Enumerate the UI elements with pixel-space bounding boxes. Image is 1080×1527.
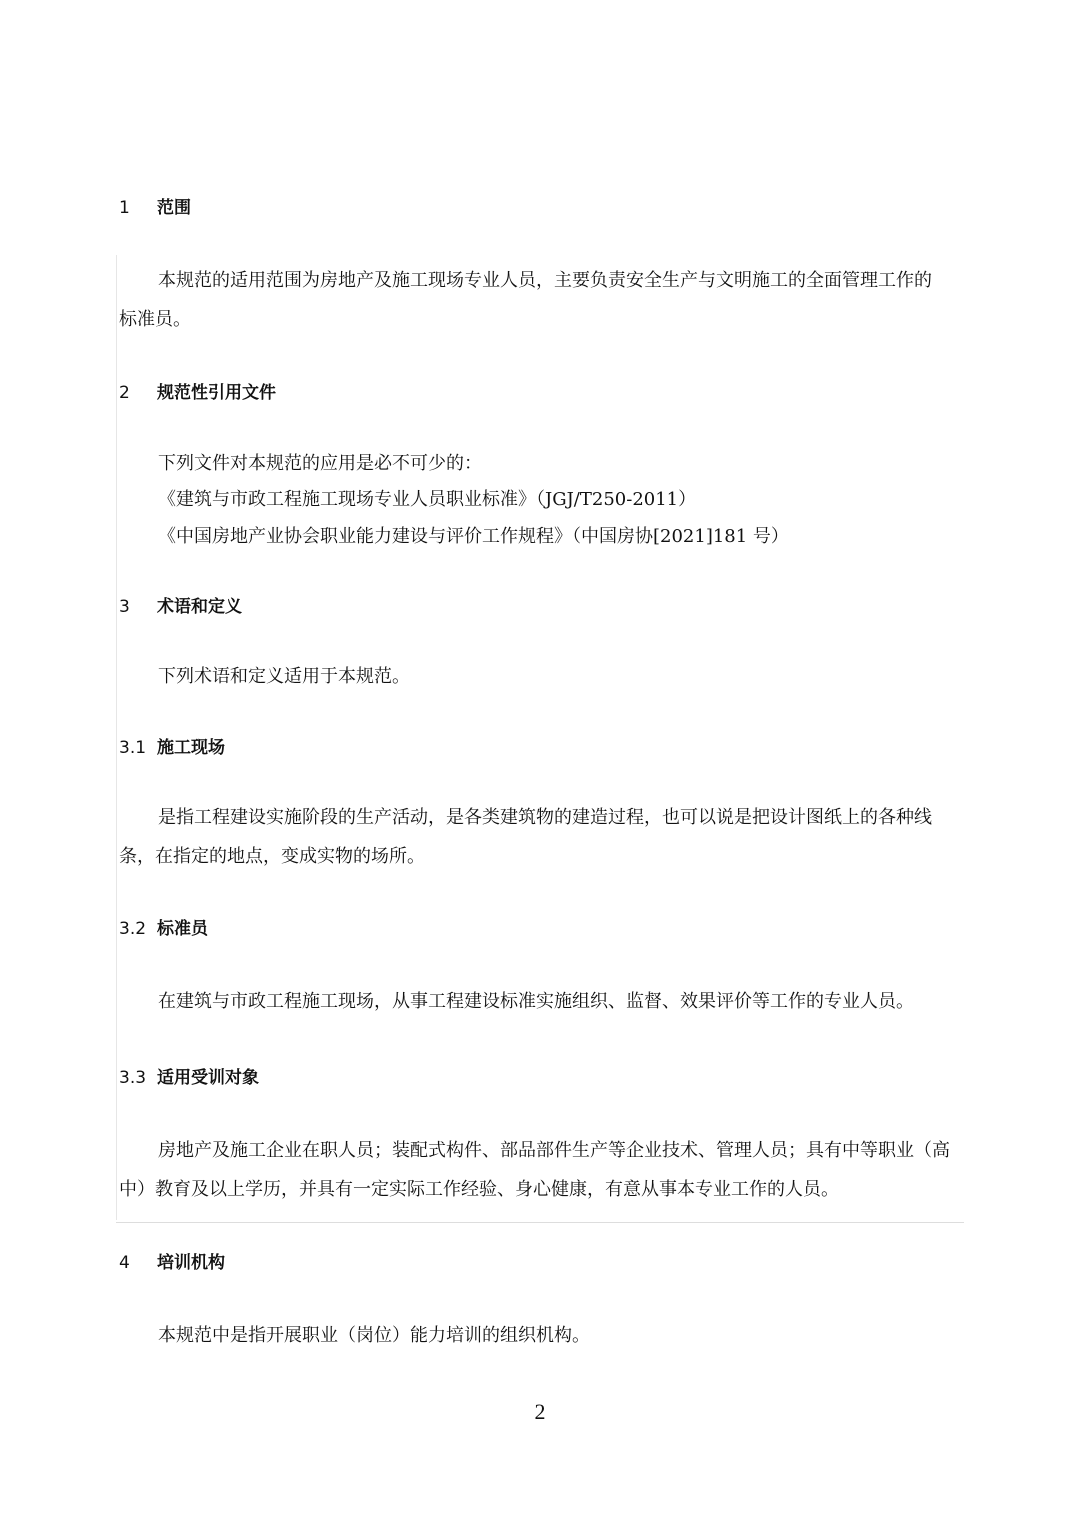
heading-terms-definitions (119, 595, 242, 619)
heading-normative-references (119, 381, 276, 405)
paragraph-line: 中）教育及以上学历，并具有一定实际工作经验、身心健康，有意从事本专业工作的人员。 (119, 1179, 839, 1200)
section-divider (116, 1222, 964, 1223)
heading-standards-officer (119, 917, 208, 941)
heading-scope (119, 196, 191, 220)
heading-title: 规范性引用文件 (157, 383, 276, 403)
heading-number: 3.2 (119, 919, 147, 939)
reference-item: 《建筑与市政工程施工现场专业人员职业标准》（JGJ/T250-2011） (158, 489, 697, 510)
heading-title: 适用受训对象 (157, 1068, 259, 1088)
page-number: 2 (534, 1399, 546, 1424)
heading-number: 4 (119, 1253, 130, 1273)
reference-item: 《中国房地产业协会职业能力建设与评价工作规程》（中国房协[2021]181 号） (158, 526, 789, 547)
paragraph-line: 房地产及施工企业在职人员；装配式构件、部品部件生产等企业技术、管理人员；具有中等职业（高 (158, 1140, 950, 1161)
heading-training-institution (119, 1251, 225, 1275)
heading-title: 术语和定义 (157, 597, 242, 617)
heading-construction-site (119, 736, 225, 760)
paragraph-line: 在建筑与市政工程施工现场，从事工程建设标准实施组织、监督、效果评价等工作的专业人员。 (158, 991, 914, 1012)
paragraph-line: 是指工程建设实施阶段的生产活动，是各类建筑物的建造过程，也可以说是把设计图纸上的各种线 (158, 807, 932, 828)
paragraph-line: 标准员。 (119, 309, 191, 330)
heading-title: 培训机构 (157, 1253, 225, 1273)
paragraph-line: 条，在指定的地点，变成实物的场所。 (119, 846, 425, 867)
paragraph-line: 本规范中是指开展职业（岗位）能力培训的组织机构。 (158, 1325, 590, 1346)
heading-number: 2 (119, 383, 130, 403)
heading-trainees (119, 1066, 259, 1090)
heading-number: 3.1 (119, 738, 147, 758)
left-margin-rule (116, 255, 117, 1220)
heading-number: 3.3 (119, 1068, 147, 1088)
paragraph-line: 下列术语和定义适用于本规范。 (158, 666, 410, 687)
heading-title: 施工现场 (157, 738, 225, 758)
heading-title: 范围 (157, 198, 191, 218)
paragraph-line: 本规范的适用范围为房地产及施工现场专业人员，主要负责安全生产与文明施工的全面管理工作的 (158, 270, 932, 291)
heading-number: 1 (119, 198, 130, 218)
paragraph-line: 下列文件对本规范的应用是必不可少的： (158, 453, 482, 474)
heading-title: 标准员 (157, 919, 208, 939)
heading-number: 3 (119, 597, 130, 617)
